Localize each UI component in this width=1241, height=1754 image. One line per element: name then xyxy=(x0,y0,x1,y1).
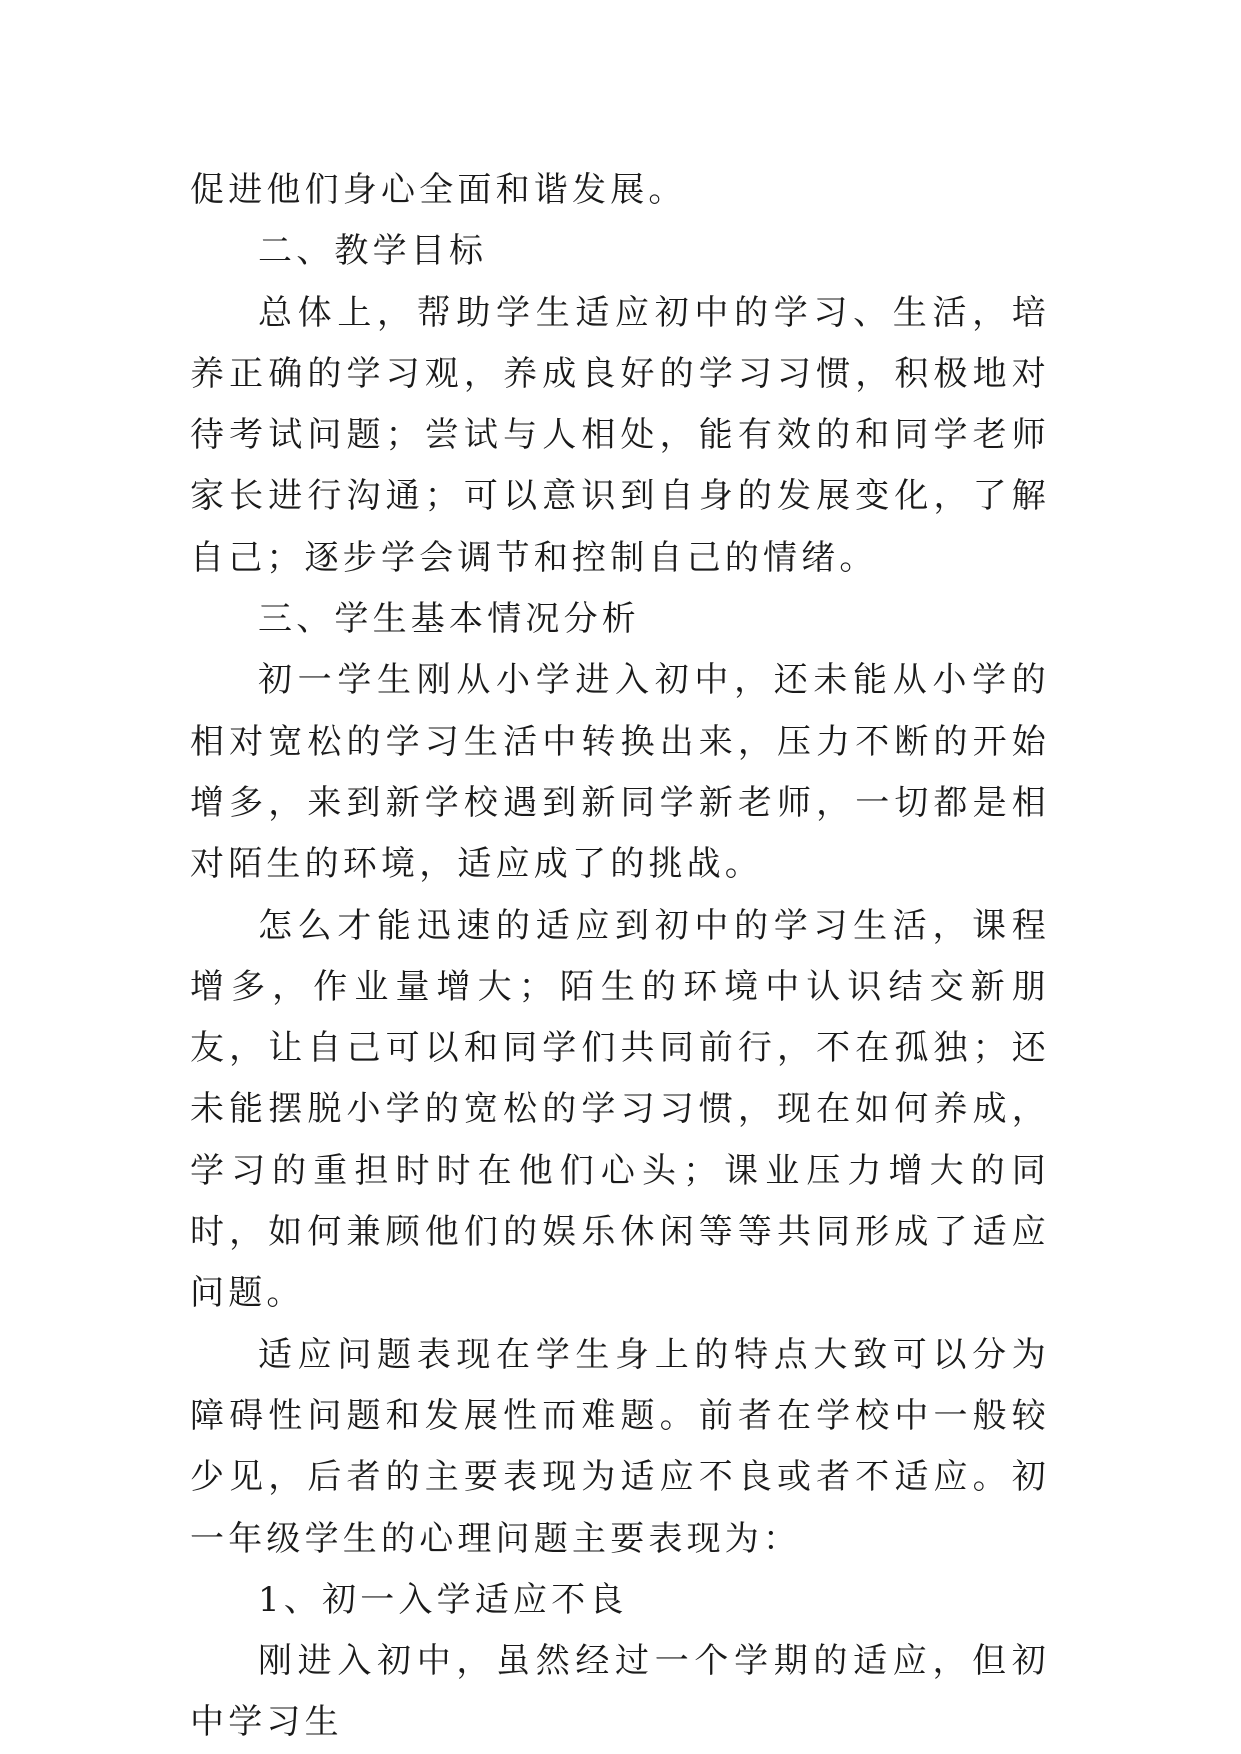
paragraph-analysis-2: 怎么才能迅速的适应到初中的学习生活，课程增多，作业量增大；陌生的环境中认识结交新朋友，让自己可以和同学们共同前行，不在孤独；还未能摆脱小学的宽松的学习习惯，现在如何养成，学习的重担时时在他们心头；课业压力增大的同时，如何兼顾他们的娱乐休闲等等共同形成了适应问题。 xyxy=(190,905,1050,1314)
subsection-heading-adaptation: 1、初一入学适应不良 xyxy=(258,1579,628,1620)
paragraph-adaptation: 刚进入初中，虽然经过一个学期的适应，但初中学习生 xyxy=(190,1641,1050,1743)
paragraph-goals: 总体上，帮助学生适应初中的学习、生活，培养正确的学习观，养成良好的学习习惯，积极地对待考试问题；尝试与人相处，能有效的和同学老师家长进行沟通；可以意识到自身的发展变化，了解自己；逐步学会调节和控制自己的情绪。 xyxy=(190,292,1050,578)
paragraph-continuation: 促进他们身心全面和谐发展。 xyxy=(190,170,687,210)
document-body xyxy=(190,160,1050,1754)
paragraph-analysis-1: 初一学生刚从小学进入初中，还未能从小学的相对宽松的学习生活中转换出来，压力不断的开始增多，来到新学校遇到新同学新老师，一切都是相对陌生的环境，适应成了的挑战。 xyxy=(190,660,1050,885)
section-heading-student-analysis: 三、学生基本情况分析 xyxy=(258,599,640,640)
section-heading-teaching-goals: 二、教学目标 xyxy=(258,231,488,272)
paragraph-analysis-3: 适应问题表现在学生身上的特点大致可以分为障碍性问题和发展性而难题。前者在学校中一般较少见，后者的主要表现为适应不良或者不适应。初一年级学生的心理问题主要表现为： xyxy=(190,1334,1050,1559)
